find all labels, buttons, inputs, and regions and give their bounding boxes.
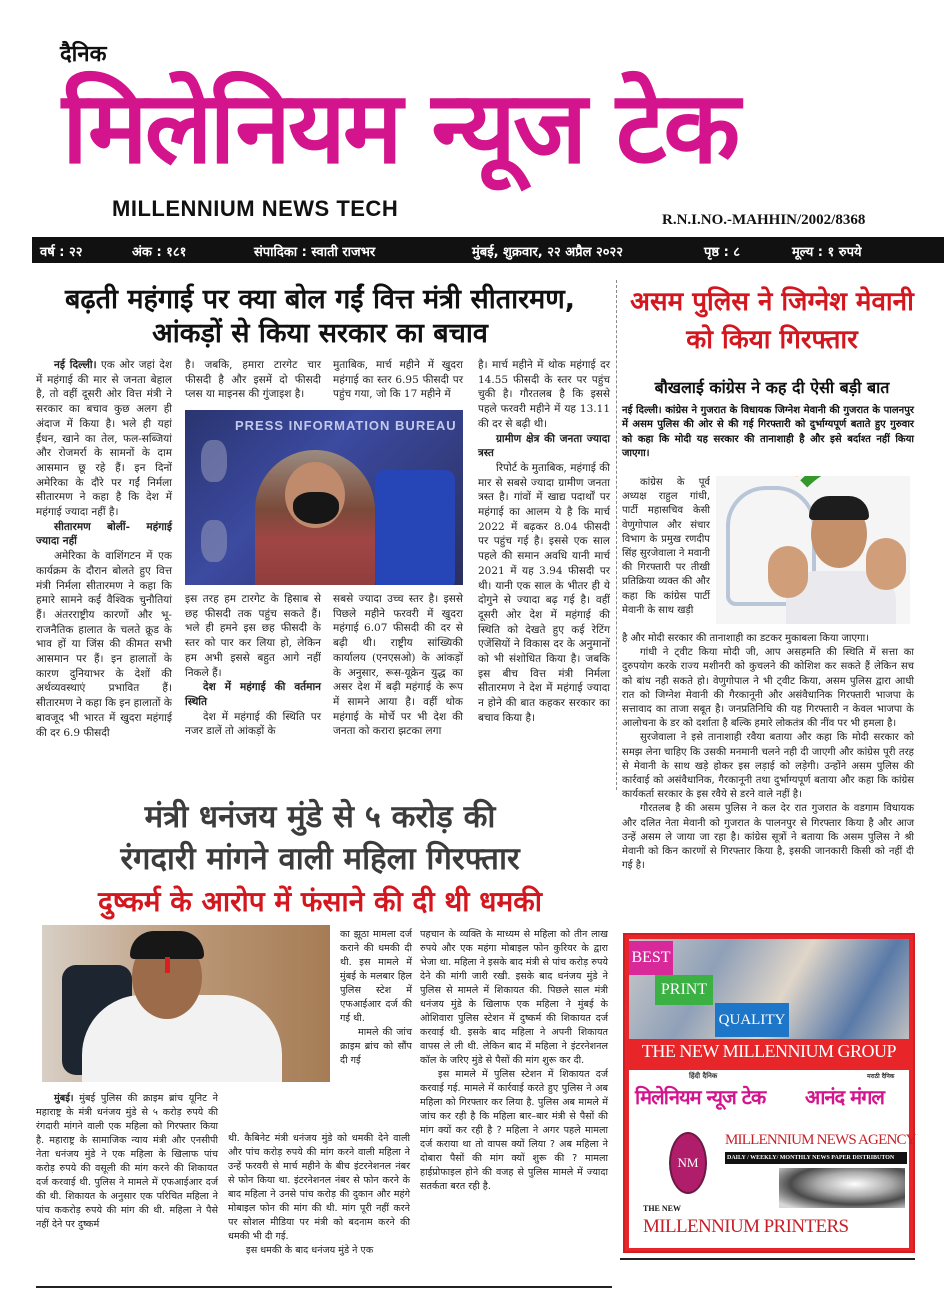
story1-col3-bottom-text: सबसे ज्यादा उच्च स्तर है। इससे पिछले महीने फरवरी में खुदरा महंगाई 6.07 फीसदी की दर से बढ़ी थी। राष्ट्रीय सांख्यिकी कार्यालय (एनएसओ) के आंकड़ों के अनुसार, रूस-यूक्रेन युद्ध का असर देश में बढ़ी महंगाई के रूप में सामने आया है। वहीं थोक महंगाई के मोर्चे पर भी देश की जनता को करारा झटका लगा bbox=[333, 593, 463, 738]
paragraph bbox=[420, 1068, 608, 1194]
story1-column-2-bottom bbox=[185, 592, 321, 739]
story1-column-2-top bbox=[185, 358, 321, 402]
chair-shape bbox=[375, 470, 455, 585]
story1-column-3-bottom bbox=[333, 592, 463, 739]
paragraph-text: रिपोर्ट के मुताबिक, महंगाई की मार से सबसे ज्यादा ग्रामीण जनता त्रस्त है। गांवों में खाद्य पदार्थों पर महंगाई का आलम ये है कि मार्च 2022 में बढ़कर 8.04 फीसदी पर पहुंच गई है। इससे एक साल पहले की समान अवधि यानी मार्च 2021 में यह 3.94 फीसदी पर थी। यानी एक साल के भीतर ही ये दोगुने से ज्यादा बढ़ गई है। वहीं दूसरी ओर देश में महंगाई की स्थिति को देखते हुए कई रेटिंग एजेंसियों ने विकास दर के अनुमानों को भी संशोधित किया है। जबकि इस बीच वित्त मंत्री निर्मला सीतारमण ने देश में महंगाई ज्यादा न होने की बात कहकर सरकार का बचाव किया है। bbox=[478, 461, 610, 724]
nm-logo-icon: NM bbox=[669, 1132, 707, 1194]
story1-column-3-top bbox=[333, 358, 463, 402]
story2-side-column bbox=[622, 476, 710, 618]
raised-hand bbox=[866, 538, 906, 590]
issue-dateline: मुंबई, शुक्रवार, २२ अप्रैल २०२२ bbox=[472, 245, 623, 260]
advert-white-panel bbox=[629, 1070, 916, 1248]
advert-hindi-daily-label: हिंदी दैनिक bbox=[689, 1072, 718, 1080]
story3-headline-line2: रंगदारी मांगने वाली महिला गिरफ्तार bbox=[120, 841, 520, 877]
story1-column-1 bbox=[36, 358, 172, 740]
advert-paper-hindi: मिलेनियम न्यूज टेक bbox=[635, 1085, 766, 1109]
paragraph bbox=[185, 710, 321, 739]
paragraph bbox=[228, 1244, 410, 1258]
advert-print: PRINT bbox=[655, 975, 713, 1005]
emblem-icon bbox=[201, 520, 227, 562]
emblem-icon bbox=[201, 440, 227, 482]
advert-agency: MILLENNIUM NEWS AGENCY bbox=[725, 1132, 916, 1148]
paragraph-text: अमेरिका के वाशिंगटन में एक कार्यक्रम के दौरान बोलते हुए वित्त मंत्री निर्मला सीतारमण ने कहा कि हमारे सामने कई वैश्विक चुनौतियां हैं। अंतरराष्ट्रीय कारणों और भू-राजनैतिक हालात के चलते क्रूड के भाव हों या जिंस की कीमत सभी आसमान पर हैं। इन हालातों के कारण दुनियाभर के देशों की अर्थव्यवस्थाएं प्रभावित हैं। सीतारमण ने कहा कि इन हालातों के बावजूद भी भारत में खुदरा महंगाई की दर 6.9 फीसदी bbox=[36, 550, 172, 739]
paragraph-text: ग्रामीण क्षेत्र की जनता ज्यादा त्रस्त bbox=[478, 432, 610, 460]
advert-group-name: THE NEW MILLENNIUM GROUP bbox=[641, 1041, 897, 1061]
subheading bbox=[36, 520, 172, 549]
advert-printers: MILLENNIUM PRINTERS bbox=[643, 1216, 849, 1237]
story3-col1-text: मुंबई पुलिस की क्राइम ब्रांच यूनिट ने महाराष्ट्र के मंत्री धनंजय मुंडे से ५ करोड़ रुपये की रंगदारी मांगने वाली एक महिला को गिरफ्तार किया है. महाराष्ट्र के सामाजिक न्याय मंत्री और एनसीपी नेता धनंजय मुंडे ने एक महिला के खिलाफ पांच करोड़ रुपये की वसूली की मांग करने की शिकायत दर्ज करवाई थी. पुलिस ने मामले में एफआईआर दर्ज की थी. शिकायत के अनुसार एक परिचित महिला ने पांच ककरोड़ रुपये की मांग की थी. महिला ने पैसे नहीं देने पर दुष्कर्म bbox=[36, 1093, 218, 1230]
face-mask bbox=[293, 492, 339, 524]
column-divider bbox=[616, 280, 617, 790]
person-hair bbox=[130, 931, 204, 959]
advert-quality: QUALITY bbox=[715, 1003, 789, 1037]
person-hair bbox=[809, 496, 869, 520]
dateline: नई दिल्ली। bbox=[54, 359, 97, 371]
story3-headline-line1: मंत्री धनंजय मुंडे से ५ करोड़ की bbox=[144, 799, 496, 835]
rni-number: R.N.I.NO.-MAHHIN/2002/8368 bbox=[662, 212, 866, 228]
advert-distribution: DAILY / WEEKLY/ MONTHLY NEWS PAPER DISTRIBUTON bbox=[725, 1152, 907, 1164]
story3-column-2 bbox=[228, 1132, 410, 1258]
story2-headline[interactable]: असम पुलिस ने जिग्नेश मेवानी को किया गिरफ्तार bbox=[630, 287, 914, 355]
paragraph bbox=[478, 358, 610, 432]
raised-hand bbox=[768, 546, 808, 598]
paragraph-text: इस मामले में पुलिस स्टेशन में शिकायत दर्ज करवाई गई. मामले में कार्रवाई करते हुए पुलिस ने अब महिला को गिरफ्तार कर लिया है. पुलिस अब मामले में जांच कर रही है कि महिला बार–बार मंत्री से पैसों की मांग क्यों कर रही है ? महिला ने अगर पहले मामला दर्ज कराया था तो वापस क्यों लिया ? अब महिला ने दोबारा पैसों की मांग क्यों शुरू की ? मामला हाईप्रोफाइल होने की वजह से पुलिस मामले में ज्यादा सतर्कता बरत रही है. bbox=[420, 1069, 608, 1192]
paragraph-text: थी. कैबिनेट मंत्री धनंजय मुंडे को धमकी देने वाली और पांच करोड़ रुपये की मांग करने वाली महिला ने उन्हें फरवरी से मार्च महीने के बीच इंटरनेशनल नंबर से फोन किया था. इंटरनेशनल नंबर से फोन करने के बाद महिला ने उनसे पांच करोड़ की दुकान और महंगे मोबाइल फोन की मांग की थी. मांग पूरी नहीं करने पर सोशल मीडिया पर मंत्री को बदनाम करने की धमकी भी दी गई. bbox=[228, 1133, 410, 1242]
paragraph-text: देश में महंगाई की स्थिति पर नजर डालें तो आंकड़ों के bbox=[185, 710, 321, 738]
newspaper-stack-image bbox=[779, 1168, 905, 1208]
paragraph-text: सुरजेवाला ने इसे तानाशाही रवैया बताया और कहा कि मोदी सरकार को समझ लेना चाहिए कि उसकी मनमानी चलने नही दी जाएगी और कांग्रेस पूरी तरह से मेवानी के साथ खड़े होकर इस लड़ाई को लड़ेगी। उन्होंने असम पुलिस की कार्रवाई को असंवैधानिक, गैरकानूनी तथा दुर्भाग्यपूर्ण बताया और कहा कि कांग्रेस कार्यकर्ता सरकार के इस रवैये से डरने वाले नहीं है। bbox=[622, 732, 914, 801]
paragraph-text: पहचान के व्यक्ति के माध्यम से महिला को तीन लाख रुपये और एक महंगा मोबाइल फोन कुरियर के द्वारा भेजा था. महिला ने इसके बाद मंत्री से पांच करोड़ रुपये देने की मांगी जारी रखी. इसके बाद धनंजय मुंडे ने पुलिस से मामले में शिकायत की. पिछले साल मंत्री धनंजय मुंडे के खिलाफ एक महिला ने मुंबई के ओशिवारा पुलिस स्टेशन में दुष्कर्म की शिकायत दर्ज करवाई थी. इसके बाद महिला ने अपनी शिकायत वापस ले ली थी. लेकिन बाद में महिला ने इंटरनेशनल कॉल के जरिए मुंडे से पैसों की मांग शुरू कर दी. bbox=[420, 929, 608, 1066]
paragraph-text: है। मार्च महीने में थोक महंगाई दर 14.55 फीसदी के स्तर पर पहुंच चुकी है। गौरतलब है कि इससे पहले फरवरी महीने में यह 13.11 की दर से बढ़ी थी। bbox=[478, 359, 610, 430]
masthead-dainik: दैनिक bbox=[60, 42, 107, 67]
issue-editor: संपादिका : स्वाती राजभर bbox=[254, 245, 376, 260]
paragraph bbox=[478, 461, 610, 726]
paragraph bbox=[622, 632, 914, 646]
story3-headline[interactable] bbox=[30, 796, 610, 880]
issue-price: मूल्य : १ रुपये bbox=[792, 245, 862, 260]
munde-photo bbox=[42, 925, 330, 1082]
story3-beside-text: का झूठा मामला दर्ज कराने की धमकी दी थी. इस मामले में मुंबई के मलबार हिल पुलिस स्टेश में एफआईआर दर्ज की गई थी. bbox=[340, 929, 412, 1024]
masthead-title-hindi: मिलेनियम न्यूज टेक bbox=[62, 69, 738, 186]
story2-subheadline: बौखलाई कांग्रेस ने कह दी ऐसी बड़ी बात bbox=[654, 378, 890, 397]
paragraph-text: गांधी ने ट्वीट किया मोदी जी, आप असहमति की स्थिति में सत्ता का दुरुपयोग करके राज्य मशीनरी को कुचलने की कोशिश कर सकते हैं लेकिन सच को बांध नही सकते हो। वेणुगोपाल ने भी ट्वीट किया, असम पुलिस द्वारा आधी रात को जिग्नेश मेवानी की गैरकानूनी और असंवैधानिक गिरफ्तारी भाजपा के सत्तावाद का ताजा सबूत है। जनप्रतिनिधि की यह गिरफ्तारी न केवल भाजपा के आलोचना के डर को दर्शाता है बल्कि हमारे लोकतंत्र की नींव पर भी हमला है। bbox=[622, 647, 914, 730]
story1-headline[interactable]: बढ़ती महंगाई पर क्या बोल गईं वित्त मंत्री सीतारमण, आंकड़ों से किया सरकार का बचाव bbox=[64, 284, 576, 349]
story1-col3-top-text: मुताबिक, मार्च महीने में खुदरा महंगाई का स्तर 6.95 फीसदी पर पहुंच गया, जो कि 17 महीने में bbox=[333, 359, 463, 401]
sitharaman-photo bbox=[185, 410, 463, 585]
issue-info-bar bbox=[32, 237, 944, 263]
paragraph bbox=[36, 549, 172, 740]
story3-subheadline: दुष्कर्म के आरोप में फंसाने की दी थी धमकी bbox=[98, 885, 542, 918]
paragraph bbox=[622, 802, 914, 873]
paragraph bbox=[185, 592, 321, 680]
advert-best: BEST bbox=[629, 941, 673, 975]
advert-the-new: THE NEW bbox=[643, 1204, 682, 1213]
paragraph bbox=[622, 731, 914, 802]
paragraph bbox=[420, 928, 608, 1068]
paragraph-text: सीतारमण बोलीं- महंगाई ज्यादा नहीं bbox=[36, 520, 172, 548]
paragraph bbox=[36, 358, 172, 520]
paragraph-text: एक ओर जहां देश में महंगाई की मार से जनता बेहाल है, तो वहीं दूसरी ओर वित्त मंत्री ने सरकार का बचाव कुछ अलग ही अंदाज में किया है। भले ही यहां ईंधन, खाने का तेल, फल-सब्जियां और रोजमर्रा के सामनों के दाम आसमान छू रहे हैं। इन दिनों अमेरिका के दौरे पर गईं निर्मला सीतारमण ने कहा है कि देश में महंगाई ज्यादा नहीं है। bbox=[36, 359, 172, 519]
bottom-rule bbox=[36, 1286, 612, 1288]
story2-lead: नई दिल्ली। कांग्रेस ने गुजरात के विधायक जिग्नेश मेवानी की गुजरात के पालनपुर में असम पुलिस की ओर से की गई गिरफ्तारी को दुर्भाग्यपूर्ण बताते हुए गुरुवार को कहा कि मोदी यह सरकार की तानाशाही है और इसे बर्दाश्त नहीं किया जाएगा। bbox=[622, 405, 914, 459]
issue-number: अंक : १८१ bbox=[132, 245, 187, 260]
paragraph-text: है और मोदी सरकार की तानाशाही का डटकर मुकाबला किया जाएगा। bbox=[622, 633, 870, 644]
story1-column-4 bbox=[478, 358, 610, 726]
advert-bottom-rule bbox=[620, 1258, 915, 1260]
story3-column-1 bbox=[36, 1092, 218, 1232]
millennium-group-advert[interactable] bbox=[623, 933, 915, 1253]
story2-body bbox=[622, 632, 914, 873]
paragraph-text: इस धमकी के बाद धनंजय मुंडे ने एक bbox=[246, 1245, 374, 1256]
tilak-mark bbox=[165, 957, 170, 973]
paragraph bbox=[622, 646, 914, 731]
story1-col2-top-text: है। जबकि, हमारा टारगेट चार फीसदी है और इसमें दो फीसदी प्लस या माइनस की गुंजाइश है। bbox=[185, 359, 321, 401]
story3-beside-text-2: मामले की जांच क्राइम ब्रांच को सौंप दी गई bbox=[340, 1027, 412, 1066]
story3-beside-photo bbox=[340, 928, 412, 1068]
subheading bbox=[478, 432, 610, 461]
story3-column-3 bbox=[420, 928, 608, 1194]
advert-marathi-daily-label: मराठी दैनिक bbox=[867, 1073, 895, 1080]
masthead-title-english: MILLENNIUM NEWS TECH bbox=[112, 196, 399, 221]
issue-year: वर्ष : २२ bbox=[40, 245, 83, 260]
photo-backdrop-text: PRESS INFORMATION BUREAU bbox=[235, 418, 457, 433]
subheading bbox=[185, 680, 321, 709]
paragraph-text: इस तरह हम टारगेट के हिसाब से छह फीसदी तक पहुंच सकते हैं। भले ही हमने इस छह फीसदी के स्तर को पार कर लिया हो, लेकिन हम अभी इससे बहुत आगे नहीं निकले हैं। bbox=[185, 593, 321, 679]
paragraph-text: गौरतलब है की असम पुलिस ने कल देर रात गुजरात के वडगाम विधायक और दलित नेता मेवानी को गुजरात के पालनपुर से गिरफ्तार किया है और आज उन्हें असम ले जाया जा रहा है। कांग्रेस सूत्रों ने बताया कि असम पुलिस ने श्री मेवानी को किन कारणों से गिरफ्तार किया है, इसकी जानकारी किसी को नहीं दी गई है। bbox=[622, 803, 914, 872]
paragraph bbox=[228, 1132, 410, 1244]
paragraph-text: देश में महंगाई की वर्तमान स्थिति bbox=[185, 681, 321, 708]
surjewala-photo bbox=[716, 476, 910, 624]
issue-page: पृष्ठ : ८ bbox=[704, 245, 741, 260]
advert-printing-press-image bbox=[629, 939, 909, 1039]
story2-side-text: कांग्रेस के पूर्व अध्यक्ष राहुल गांधी, पार्टी महासचिव केसी वेणुगोपाल और संचार विभाग के प्रमुख रणदीप सिंह सुरजेवाला ने मवानी की गिरफ्तारी पर तीखी प्रतिक्रिया व्यक्त की और कहा कि कांग्रेस पार्टी मेवानी के साथ खड़ी bbox=[622, 477, 710, 616]
story3-dateline: मुंबई। bbox=[54, 1093, 74, 1104]
advert-paper-marathi: आनंद मंगल bbox=[805, 1085, 884, 1109]
masthead bbox=[0, 0, 945, 236]
